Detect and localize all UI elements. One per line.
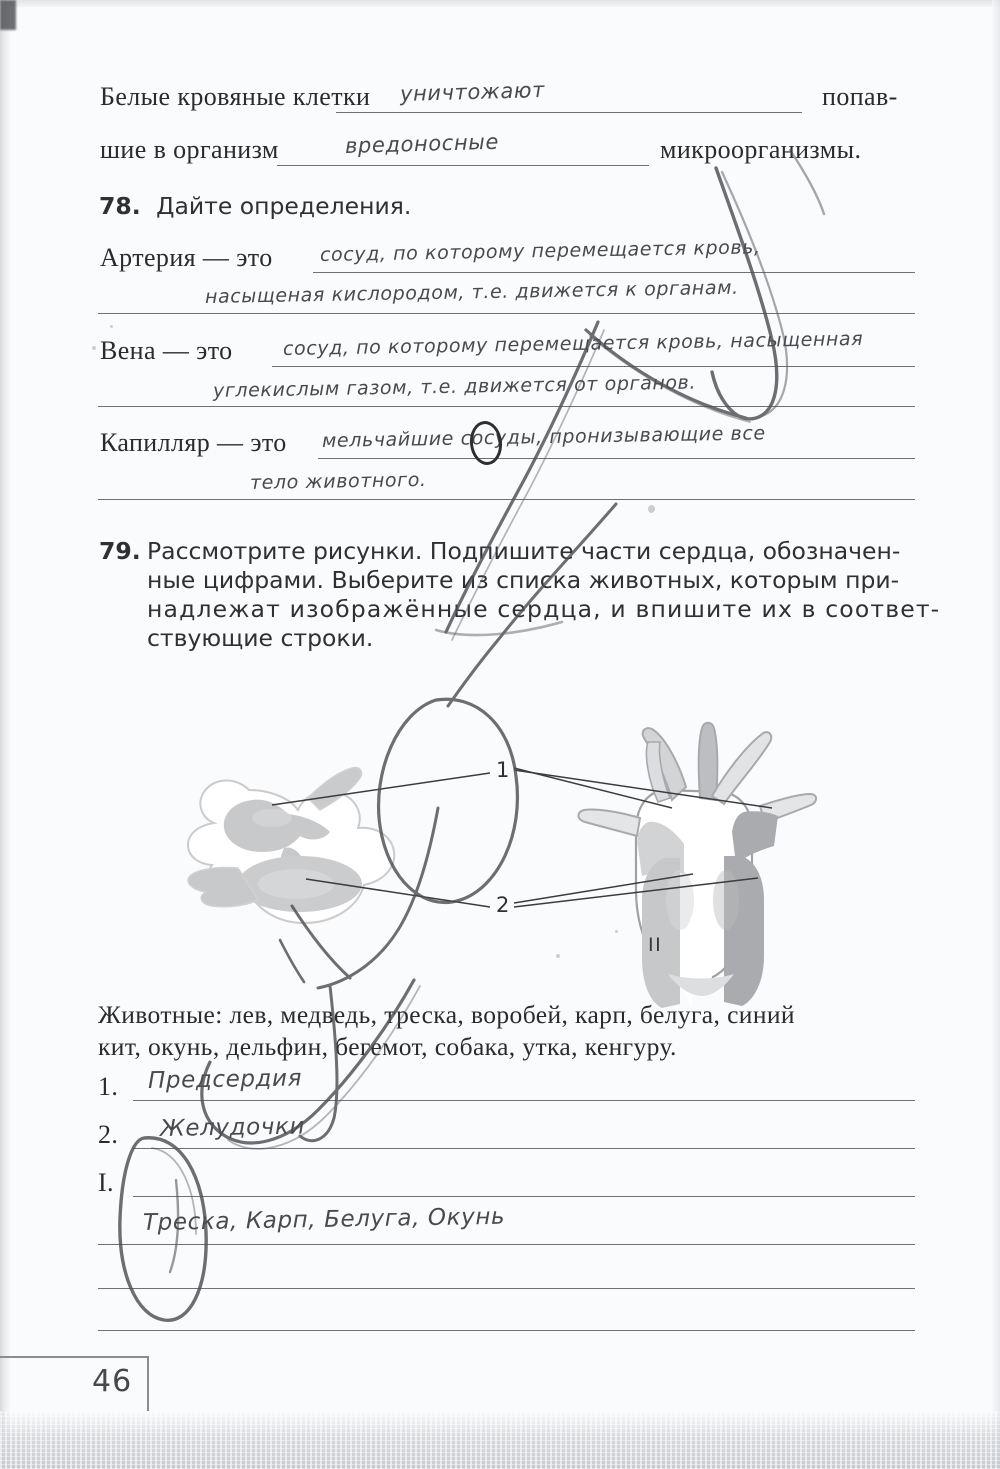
ex78-term-2-label: Капилляр — это (100, 428, 287, 457)
ex78-term-1-answer-2: углекислым газом, т.е. движется от органов. (212, 371, 697, 402)
ex79-number: 79. (99, 537, 141, 565)
answer-value-2: Желудочки (159, 1113, 306, 1142)
ex77-line1-answer: уничтожают (399, 77, 546, 106)
ex77-line2-suffix: микроорганизмы. (660, 135, 862, 164)
ex78-prompt: Дайте определения. (156, 192, 412, 220)
ex77-line2-answer: вредоносные (344, 129, 500, 158)
answer-rule-2 (133, 1148, 915, 1149)
ex78-term-1-label: Вена — это (100, 336, 233, 365)
answer-value-1: Предсердия (147, 1065, 303, 1094)
footer-tick (147, 1356, 149, 1411)
answer-rule-roman-2 (98, 1244, 915, 1245)
figure-callout-1: 1 (496, 758, 510, 782)
ex79-prompt-line-1: ные цифрами. Выберите из списка животных, которым при- (147, 566, 900, 594)
figure-callout-2: 2 (496, 893, 510, 917)
animals-line-0: Животные: лев, медведь, треска, воробей, карп, белуга, синий (98, 1000, 795, 1029)
ex77-line1-suffix: попав- (822, 82, 898, 111)
ex77-line1-prefix: Белые кровяные клетки (100, 82, 371, 111)
scan-speck (92, 346, 96, 350)
figure-roman-II: II (648, 934, 663, 956)
ex78-term-0-label: Артерия — это (100, 243, 273, 272)
answer-rule-1 (133, 1100, 915, 1101)
ex79-prompt-line-0: Рассмотрите рисунки. Подпишите части сердца, обозначен- (147, 537, 901, 565)
answer-marker-2: 2. (98, 1120, 119, 1149)
answer-marker-roman: I. (98, 1168, 114, 1197)
footer-rule (0, 1356, 148, 1358)
page-number: 46 (92, 1364, 133, 1399)
ex78-term-0-answer-2: насыщеная кислородом, т.е. движется к органам. (204, 276, 739, 308)
ex79-prompt-line-3: ствующие строки. (147, 624, 374, 652)
scan-speck (110, 325, 113, 328)
ex78-term-2-answer-2: тело животного. (249, 468, 427, 494)
animals-line-1: кит, окунь, дельфин, бегемот, собака, утка, кенгуру. (98, 1032, 677, 1061)
ex77-line2-prefix: шие в организм (100, 135, 279, 164)
ex78-term-2-answer-1: мельчайшие сосуды, пронизывающие все (321, 422, 766, 452)
answer-rule-roman-1 (133, 1196, 915, 1197)
answer-rule-roman-3 (98, 1288, 915, 1289)
answer-marker-1: 1. (98, 1072, 119, 1101)
answer-rule-roman-4 (98, 1330, 915, 1331)
ex78-number: 78. (99, 192, 141, 220)
ex78-term-0-answer-1: сосуд, по которому перемещается кровь, (319, 236, 761, 266)
roman-answer-value: Треска, Карп, Белуга, Окунь (142, 1203, 506, 1236)
ex78-term-1-answer-1: сосуд, по которому перемещается кровь, насыщенная (282, 327, 864, 360)
scan-speck (648, 505, 655, 513)
scan-bottom-edge (0, 1411, 1000, 1469)
ex79-prompt-line-2: надлежат изображённые сердца, и впишите их в соответ- (147, 595, 941, 623)
scan-speck (615, 930, 618, 933)
mammal-heart-figure-II (578, 723, 816, 1008)
scan-speck (556, 954, 560, 958)
